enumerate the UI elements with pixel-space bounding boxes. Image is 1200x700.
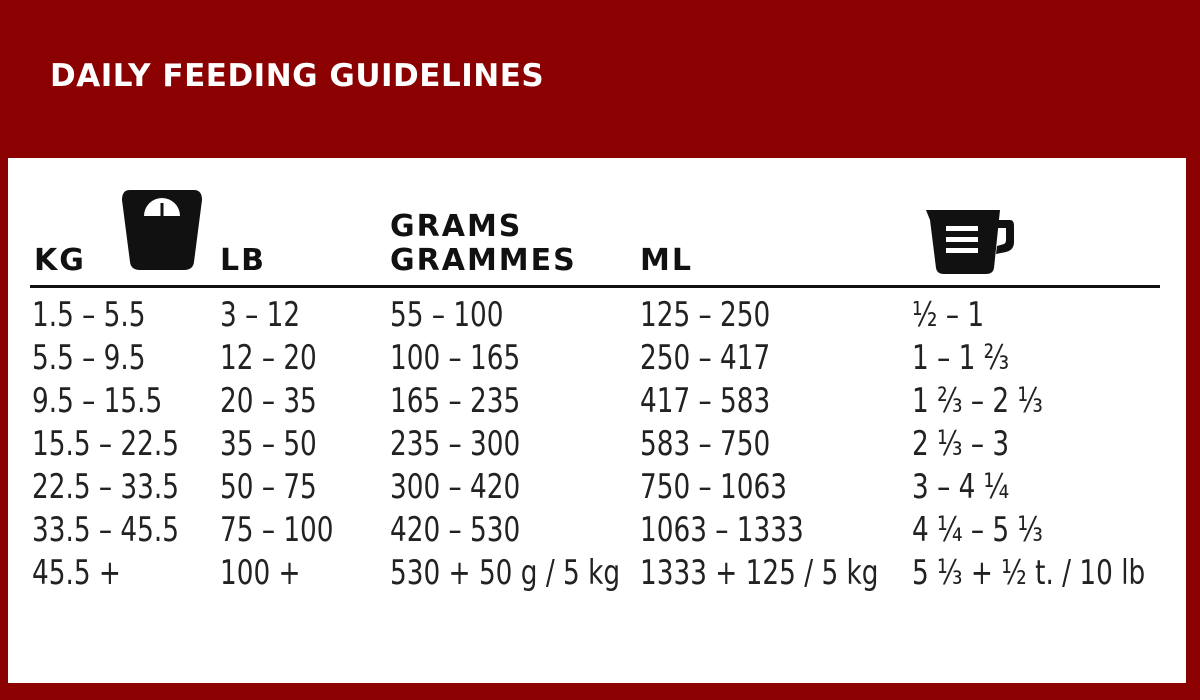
grams-cell: 100 – 165	[390, 338, 521, 378]
lb-cell: 20 – 35	[220, 381, 317, 421]
kg-cell: 45.5 +	[32, 553, 121, 593]
header-ml: ML	[640, 243, 693, 278]
lb-cell: 100 +	[220, 553, 301, 593]
ml-cell: 250 – 417	[640, 338, 771, 378]
cups-cell: 1 – 1 ²⁄₃	[912, 338, 1010, 378]
header-grammes: GRAMMES	[390, 243, 577, 278]
header-lb: LB	[220, 243, 266, 278]
cups-cell: ½ – 1	[912, 295, 985, 335]
kg-column	[32, 294, 203, 595]
header-grams: GRAMS	[390, 209, 523, 244]
kg-cell: 5.5 – 9.5	[32, 338, 146, 378]
cups-cell: 1 ²⁄₃ – 2 ¹⁄₃	[912, 381, 1043, 421]
lb-cell: 50 – 75	[220, 467, 317, 507]
ml-cell: 1063 – 1333	[640, 510, 804, 550]
scale-icon	[120, 186, 204, 272]
cups-cell: 2 ¹⁄₃ – 3	[912, 424, 1010, 464]
ml-cell: 1333 + 125 / 5 kg	[640, 553, 879, 593]
lb-cell: 3 – 12	[220, 295, 301, 335]
cups-cell: 4 ¹⁄₄ – 5 ¹⁄₃	[912, 510, 1043, 550]
ml-column	[640, 294, 917, 595]
header-rule	[30, 285, 1160, 288]
grams-cell: 300 – 420	[390, 467, 521, 507]
cups-cell: 3 – 4 ¹⁄₄	[912, 467, 1010, 507]
header-kg: KG	[34, 243, 86, 278]
grams-column	[390, 294, 658, 595]
lb-cell: 35 – 50	[220, 424, 317, 464]
ml-cell: 125 – 250	[640, 295, 771, 335]
ml-cell: 583 – 750	[640, 424, 771, 464]
grams-cell: 530 + 50 g / 5 kg	[390, 553, 621, 593]
kg-cell: 1.5 – 5.5	[32, 295, 146, 335]
cups-column	[912, 294, 1183, 595]
lb-cell: 12 – 20	[220, 338, 317, 378]
grams-cell: 55 – 100	[390, 295, 504, 335]
cups-cell: 5 ¹⁄₃ + ½ t. / 10 lb	[912, 553, 1146, 593]
kg-cell: 33.5 – 45.5	[32, 510, 179, 550]
feeding-table	[8, 158, 1186, 683]
grams-cell: 165 – 235	[390, 381, 521, 421]
lb-cell: 75 – 100	[220, 510, 334, 550]
ml-cell: 417 – 583	[640, 381, 771, 421]
ml-cell: 750 – 1063	[640, 467, 787, 507]
lb-column	[220, 294, 352, 595]
kg-cell: 15.5 – 22.5	[32, 424, 179, 464]
kg-cell: 22.5 – 33.5	[32, 467, 179, 507]
kg-cell: 9.5 – 15.5	[32, 381, 163, 421]
grams-cell: 235 – 300	[390, 424, 521, 464]
page-title: DAILY FEEDING GUIDELINES	[50, 58, 545, 94]
measuring-cup-icon	[924, 206, 1016, 276]
grams-cell: 420 – 530	[390, 510, 521, 550]
